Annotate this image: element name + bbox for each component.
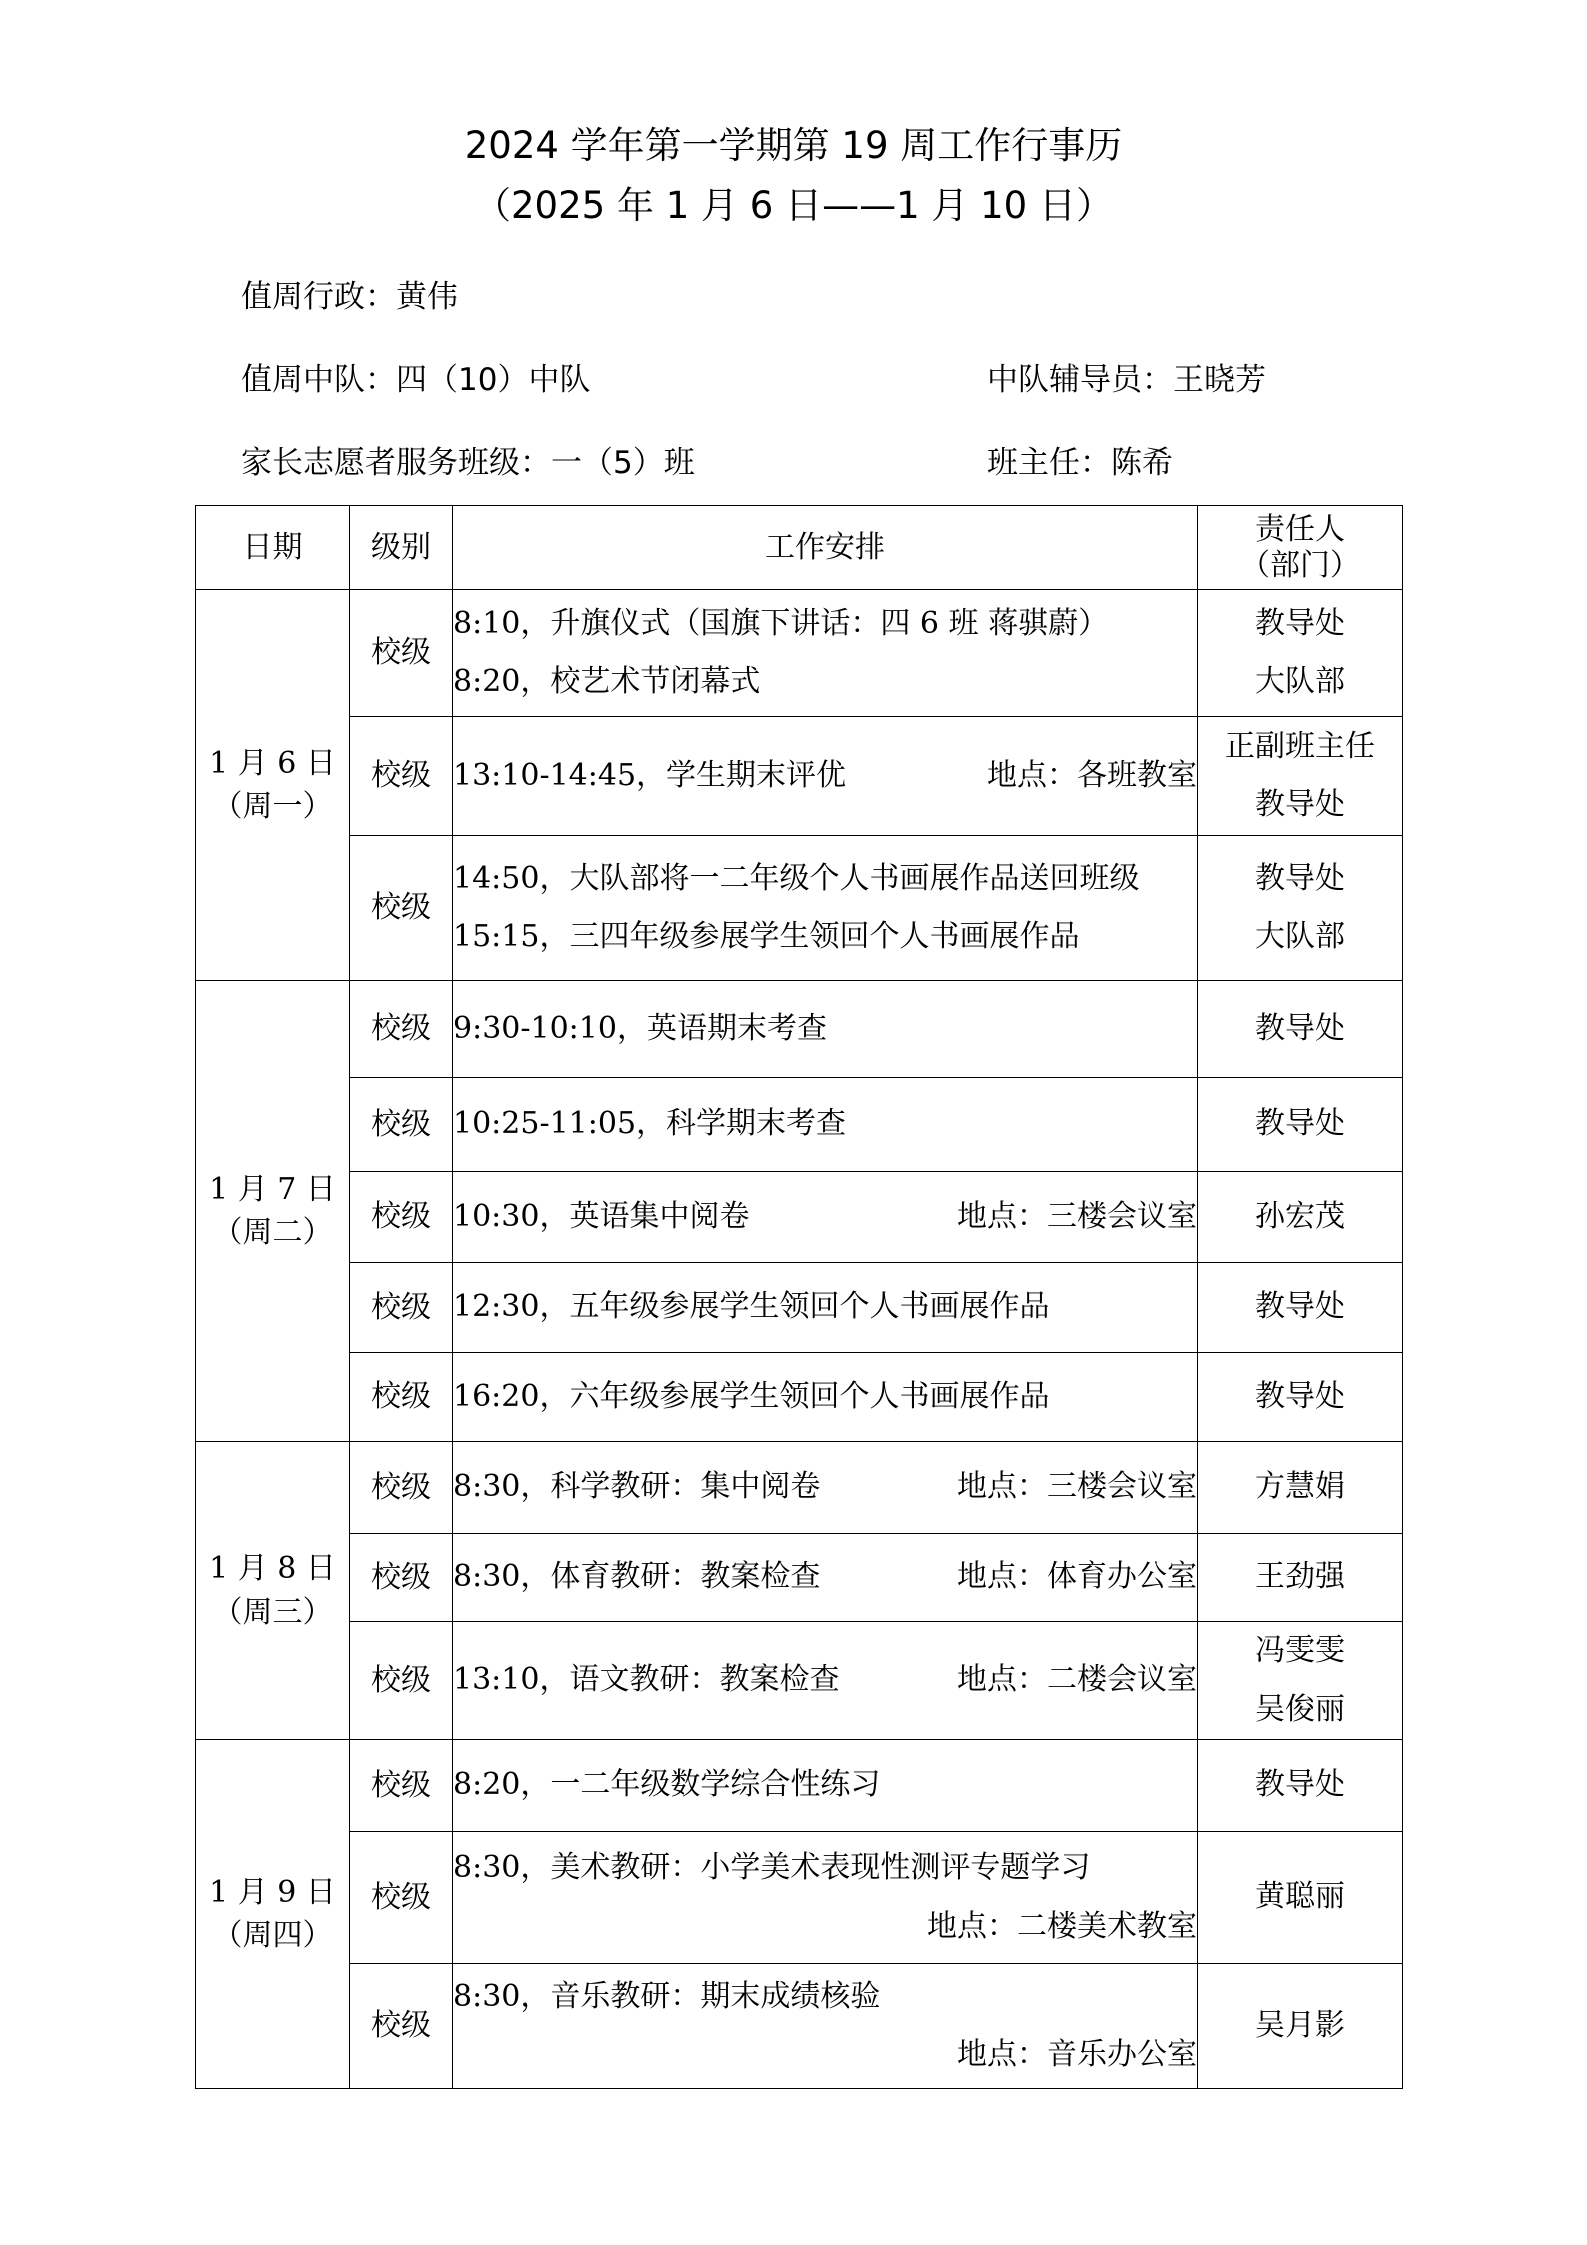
task-text: 13:10，语文教研：教案检查 [453, 1662, 840, 1698]
table-row [196, 1622, 1403, 1740]
task-line [453, 1898, 1197, 1957]
responsible-cell [1198, 1263, 1403, 1353]
responsible-name: 黄聪丽 [1255, 1879, 1345, 1915]
task-line [453, 1651, 1197, 1710]
task-line [453, 1458, 1197, 1517]
table-row [196, 590, 1403, 717]
task-text: 8:20，校艺术节闭幕式 [453, 664, 761, 699]
responsible-name: 吴俊丽 [1255, 1691, 1345, 1727]
task-text: 15:15，三四年级参展学生领回个人书画展作品 [453, 919, 1080, 954]
header-responsible-line2: （部门） [1240, 547, 1360, 583]
task-cell [453, 1964, 1198, 2089]
task-cell [453, 1263, 1198, 1353]
responsible-name: 教导处 [1255, 1767, 1345, 1803]
level-cell: 校级 [350, 1263, 453, 1353]
task-line [453, 653, 1197, 712]
header-row [196, 506, 1403, 590]
responsible-name: 孙宏茂 [1255, 1198, 1345, 1234]
date-label: 1 月 7 日 [209, 1171, 336, 1207]
table-row [196, 1534, 1403, 1622]
task-location: 地点：体育办公室 [957, 1559, 1197, 1595]
responsible-cell [1198, 1832, 1403, 1964]
task-cell [453, 1172, 1198, 1263]
task-text: 8:10，升旗仪式（国旗下讲话：四 6 班 蒋骐蔚） [453, 605, 1109, 641]
date-cell [196, 1740, 350, 2089]
task-line [453, 595, 1197, 654]
squad-counselor: 中队辅导员：王晓芳 [987, 362, 1266, 398]
task-cell [453, 1353, 1198, 1442]
schedule-table [195, 505, 1403, 2089]
responsible-cell [1198, 836, 1403, 981]
responsible-name: 教导处 [1255, 1378, 1345, 1414]
table-row [196, 1740, 1403, 1832]
task-text: 10:30，英语集中阅卷 [453, 1198, 750, 1234]
task-location: 地点：各班教室 [987, 757, 1197, 793]
weekday-label: （周三） [212, 1594, 333, 1630]
duty-admin: 值周行政：黄伟 [241, 279, 458, 315]
task-line [453, 2026, 1197, 2085]
responsible-name: 吴月影 [1255, 2007, 1345, 2043]
task-line [453, 1756, 1197, 1815]
level-cell: 校级 [350, 1832, 453, 1964]
level-cell: 校级 [350, 1353, 453, 1442]
level-cell: 校级 [350, 981, 453, 1078]
level-cell: 校级 [350, 1078, 453, 1172]
responsible-cell [1198, 717, 1403, 836]
task-text: 12:30，五年级参展学生领回个人书画展作品 [453, 1289, 1050, 1325]
responsible-cell [1198, 1534, 1403, 1622]
header-task: 工作安排 [453, 506, 1198, 590]
task-location: 地点：二楼美术教室 [927, 1908, 1197, 1944]
task-cell [453, 1832, 1198, 1964]
responsible-name: 教导处 [1255, 1289, 1345, 1325]
task-cell [453, 1442, 1198, 1534]
responsible-cell [1198, 1740, 1403, 1832]
task-line [453, 1368, 1197, 1427]
responsible-cell [1198, 1622, 1403, 1740]
task-line [453, 850, 1197, 909]
volunteer-class: 家长志愿者服务班级：一（5）班 [241, 445, 695, 481]
schedule-body [196, 590, 1403, 2089]
weekday-label: （周四） [212, 1918, 333, 1953]
task-line [453, 908, 1197, 967]
task-text: 8:30，音乐教研：期末成绩核验 [453, 1978, 881, 2014]
task-cell [453, 717, 1198, 836]
duty-squad: 值周中队：四（10）中队 [241, 362, 591, 398]
level-cell: 校级 [350, 1442, 453, 1534]
table-row [196, 1172, 1403, 1263]
header-date: 日期 [196, 506, 350, 590]
responsible-name: 王劲强 [1255, 1559, 1345, 1595]
responsible-name: 教导处 [1255, 1106, 1345, 1142]
table-row [196, 1964, 1403, 2089]
level-cell: 校级 [350, 1172, 453, 1263]
task-line [453, 1278, 1197, 1337]
date-label: 1 月 6 日 [209, 745, 336, 781]
table-row [196, 1078, 1403, 1172]
task-location: 地点：三楼会议室 [957, 1198, 1197, 1234]
task-line [453, 1548, 1197, 1607]
date-range-subtitle: （2025 年 1 月 6 日——1 月 10 日） [474, 184, 1113, 227]
table-row [196, 836, 1403, 981]
responsible-name: 方慧娟 [1255, 1469, 1345, 1505]
task-cell [453, 1078, 1198, 1172]
task-text: 10:25-11:05，科学期末考查 [453, 1106, 847, 1142]
responsible-cell [1198, 1964, 1403, 2089]
date-cell [196, 1442, 350, 1740]
date-label: 1 月 8 日 [209, 1551, 336, 1586]
task-text: 16:20，六年级参展学生领回个人书画展作品 [453, 1378, 1050, 1414]
table-row [196, 1832, 1403, 1964]
title: 2024 学年第一学期第 19 周工作行事历 [464, 124, 1123, 167]
header-level: 级别 [350, 506, 453, 590]
date-label: 1 月 9 日 [209, 1874, 336, 1910]
task-location: 地点：三楼会议室 [957, 1469, 1197, 1505]
task-text: 9:30-10:10，英语期末考查 [453, 1010, 827, 1046]
level-cell: 校级 [350, 1534, 453, 1622]
task-cell [453, 1740, 1198, 1832]
task-line [453, 1188, 1197, 1247]
table-row [196, 981, 1403, 1078]
task-line [453, 1000, 1197, 1059]
responsible-name: 大队部 [1255, 664, 1345, 699]
level-cell: 校级 [350, 1622, 453, 1740]
responsible-name: 教导处 [1255, 860, 1345, 896]
weekday-label: （周一） [212, 789, 333, 824]
date-cell [196, 981, 350, 1442]
date-cell [196, 590, 350, 981]
table-row [196, 1442, 1403, 1534]
table-row [196, 1353, 1403, 1442]
responsible-cell [1198, 1353, 1403, 1442]
class-teacher: 班主任：陈希 [987, 445, 1173, 481]
task-text: 8:30，科学教研：集中阅卷 [453, 1469, 821, 1505]
header-responsible-line1: 责任人 [1255, 511, 1345, 547]
responsible-name: 教导处 [1255, 605, 1345, 641]
task-cell [453, 590, 1198, 717]
responsible-cell [1198, 1078, 1403, 1172]
task-text: 13:10-14:45，学生期末评优 [453, 757, 847, 793]
task-cell [453, 981, 1198, 1078]
level-cell: 校级 [350, 1740, 453, 1832]
task-text: 8:30，体育教研：教案检查 [453, 1559, 821, 1595]
task-line [453, 747, 1197, 806]
responsible-cell [1198, 590, 1403, 717]
responsible-name: 教导处 [1255, 1010, 1345, 1046]
responsible-name: 教导处 [1255, 787, 1345, 822]
responsible-name: 大队部 [1255, 919, 1345, 954]
level-cell: 校级 [350, 717, 453, 836]
level-cell: 校级 [350, 590, 453, 717]
task-text: 14:50，大队部将一二年级个人书画展作品送回班级 [453, 860, 1140, 896]
task-cell [453, 1534, 1198, 1622]
task-location: 地点：二楼会议室 [957, 1662, 1197, 1698]
task-cell [453, 1622, 1198, 1740]
task-line [453, 1095, 1197, 1154]
level-cell: 校级 [350, 836, 453, 981]
task-location: 地点：音乐办公室 [957, 2037, 1197, 2072]
task-text: 8:20，一二年级数学综合性练习 [453, 1767, 881, 1803]
responsible-cell [1198, 981, 1403, 1078]
header-responsible [1198, 506, 1403, 590]
table-row [196, 1263, 1403, 1353]
level-cell: 校级 [350, 1964, 453, 2089]
responsible-cell [1198, 1442, 1403, 1534]
task-line [453, 1839, 1197, 1898]
responsible-cell [1198, 1172, 1403, 1263]
responsible-name: 冯雯雯 [1255, 1633, 1345, 1668]
table-row [196, 717, 1403, 836]
weekday-label: （周二） [212, 1215, 333, 1250]
responsible-name: 正副班主任 [1225, 728, 1375, 764]
task-text: 8:30，美术教研：小学美术表现性测评专题学习 [453, 1850, 1091, 1885]
task-line [453, 1968, 1197, 2027]
task-cell [453, 836, 1198, 981]
